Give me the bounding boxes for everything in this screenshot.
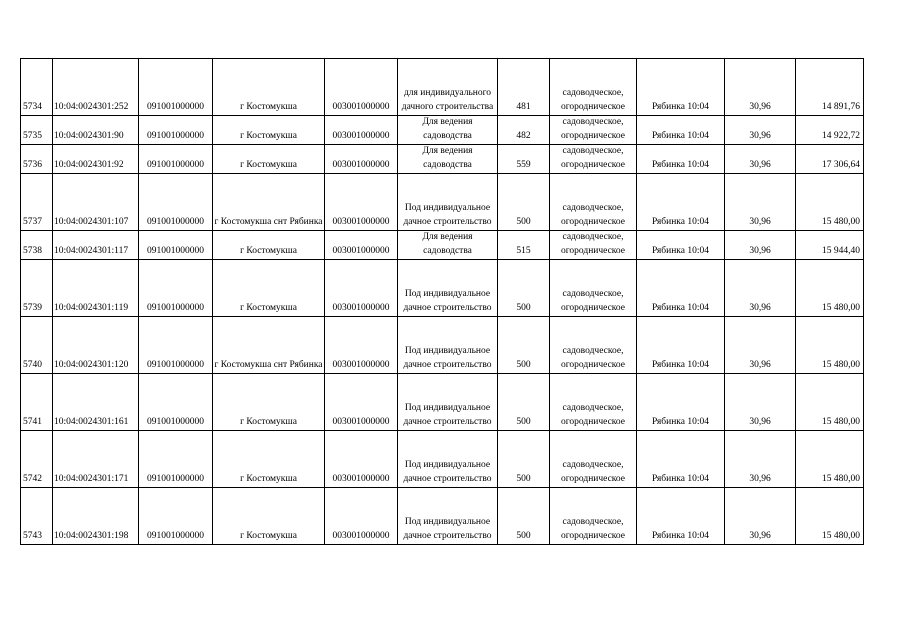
okato-code-cell: 003001000000 (325, 317, 398, 374)
area-value-cell: 515 (498, 231, 550, 260)
permitted-use-cell: Под индивидуальное дачное строительство (398, 488, 498, 545)
table-row (21, 431, 864, 488)
table-row (21, 231, 864, 260)
area-value-cell: 500 (498, 317, 550, 374)
okato-code-cell: 003001000000 (325, 59, 398, 116)
okato-code-cell: 003001000000 (325, 231, 398, 260)
row-number-cell: 5734 (21, 59, 53, 116)
cadastral-number-cell: 10:04:0024301:92 (53, 145, 139, 174)
area-value-cell: 500 (498, 374, 550, 431)
cadastral-cost-cell: 15 944,40 (796, 231, 864, 260)
specific-value-cell: 30,96 (725, 431, 796, 488)
locality-cell: г Костомукша (213, 431, 325, 488)
permitted-use-cell: Для ведения садоводства (398, 231, 498, 260)
cadastral-number-cell: 10:04:0024301:161 (53, 374, 139, 431)
row-number-cell: 5740 (21, 317, 53, 374)
valuation-zone-cell: Рябинка 10:04 (637, 317, 725, 374)
use-kind-cell: садоводческое, огородническое (550, 317, 637, 374)
use-kind-cell: садоводческое, огородническое (550, 145, 637, 174)
cadastral-cost-cell: 15 480,00 (796, 260, 864, 317)
cadastral-cost-cell: 15 480,00 (796, 317, 864, 374)
okato-code-cell: 003001000000 (325, 145, 398, 174)
area-value-cell: 559 (498, 145, 550, 174)
permitted-use-cell: Под индивидуальное дачное строительство (398, 260, 498, 317)
specific-value-cell: 30,96 (725, 145, 796, 174)
area-value-cell: 482 (498, 116, 550, 145)
okato-code-cell: 003001000000 (325, 488, 398, 545)
oktmo-code-cell: 091001000000 (139, 317, 213, 374)
table-row (21, 488, 864, 545)
cadastral-number-cell: 10:04:0024301:107 (53, 174, 139, 231)
valuation-zone-cell: Рябинка 10:04 (637, 260, 725, 317)
okato-code-cell: 003001000000 (325, 260, 398, 317)
valuation-zone-cell: Рябинка 10:04 (637, 488, 725, 545)
cadastral-number-cell: 10:04:0024301:198 (53, 488, 139, 545)
use-kind-cell: садоводческое, огородническое (550, 488, 637, 545)
cadastral-number-cell: 10:04:0024301:171 (53, 431, 139, 488)
land-cadastral-table (20, 58, 864, 545)
row-number-cell: 5743 (21, 488, 53, 545)
locality-cell: г Костомукша (213, 231, 325, 260)
okato-code-cell: 003001000000 (325, 116, 398, 145)
specific-value-cell: 30,96 (725, 260, 796, 317)
area-value-cell: 500 (498, 431, 550, 488)
use-kind-cell: садоводческое, огородническое (550, 374, 637, 431)
oktmo-code-cell: 091001000000 (139, 231, 213, 260)
specific-value-cell: 30,96 (725, 488, 796, 545)
valuation-zone-cell: Рябинка 10:04 (637, 174, 725, 231)
specific-value-cell: 30,96 (725, 116, 796, 145)
use-kind-cell: садоводческое, огородническое (550, 231, 637, 260)
cadastral-number-cell: 10:04:0024301:119 (53, 260, 139, 317)
oktmo-code-cell: 091001000000 (139, 59, 213, 116)
row-number-cell: 5738 (21, 231, 53, 260)
table-row (21, 59, 864, 116)
oktmo-code-cell: 091001000000 (139, 116, 213, 145)
valuation-zone-cell: Рябинка 10:04 (637, 59, 725, 116)
locality-cell: г Костомукша снт Рябинка (213, 174, 325, 231)
use-kind-cell: садоводческое, огородническое (550, 174, 637, 231)
row-number-cell: 5739 (21, 260, 53, 317)
cadastral-cost-cell: 17 306,64 (796, 145, 864, 174)
oktmo-code-cell: 091001000000 (139, 145, 213, 174)
row-number-cell: 5742 (21, 431, 53, 488)
specific-value-cell: 30,96 (725, 174, 796, 231)
okato-code-cell: 003001000000 (325, 431, 398, 488)
specific-value-cell: 30,96 (725, 59, 796, 116)
row-number-cell: 5736 (21, 145, 53, 174)
cadastral-cost-cell: 15 480,00 (796, 431, 864, 488)
table-row (21, 116, 864, 145)
cadastral-cost-cell: 14 891,76 (796, 59, 864, 116)
okato-code-cell: 003001000000 (325, 174, 398, 231)
specific-value-cell: 30,96 (725, 231, 796, 260)
locality-cell: г Костомукша (213, 488, 325, 545)
area-value-cell: 481 (498, 59, 550, 116)
use-kind-cell: садоводческое, огородническое (550, 431, 637, 488)
specific-value-cell: 30,96 (725, 317, 796, 374)
locality-cell: г Костомукша (213, 145, 325, 174)
table-row (21, 174, 864, 231)
cadastral-number-cell: 10:04:0024301:252 (53, 59, 139, 116)
valuation-zone-cell: Рябинка 10:04 (637, 431, 725, 488)
area-value-cell: 500 (498, 488, 550, 545)
cadastral-number-cell: 10:04:0024301:117 (53, 231, 139, 260)
locality-cell: г Костомукша (213, 59, 325, 116)
locality-cell: г Костомукша (213, 116, 325, 145)
permitted-use-cell: Для ведения садоводства (398, 116, 498, 145)
cadastral-cost-cell: 15 480,00 (796, 488, 864, 545)
use-kind-cell: садоводческое, огородническое (550, 260, 637, 317)
table-row (21, 374, 864, 431)
oktmo-code-cell: 091001000000 (139, 488, 213, 545)
locality-cell: г Костомукша (213, 260, 325, 317)
area-value-cell: 500 (498, 260, 550, 317)
locality-cell: г Костомукша снт Рябинка (213, 317, 325, 374)
permitted-use-cell: Под индивидуальное дачное строительство (398, 374, 498, 431)
cadastral-cost-cell: 14 922,72 (796, 116, 864, 145)
valuation-zone-cell: Рябинка 10:04 (637, 231, 725, 260)
permitted-use-cell: Под индивидуальное дачное строительство (398, 174, 498, 231)
oktmo-code-cell: 091001000000 (139, 174, 213, 231)
row-number-cell: 5735 (21, 116, 53, 145)
oktmo-code-cell: 091001000000 (139, 431, 213, 488)
row-number-cell: 5737 (21, 174, 53, 231)
okato-code-cell: 003001000000 (325, 374, 398, 431)
permitted-use-cell: Для ведения садоводства (398, 145, 498, 174)
permitted-use-cell: для индивидуального дачного строительства (398, 59, 498, 116)
table-row (21, 260, 864, 317)
locality-cell: г Костомукша (213, 374, 325, 431)
cadastral-cost-cell: 15 480,00 (796, 374, 864, 431)
valuation-zone-cell: Рябинка 10:04 (637, 116, 725, 145)
valuation-zone-cell: Рябинка 10:04 (637, 145, 725, 174)
permitted-use-cell: Под индивидуальное дачное строительство (398, 317, 498, 374)
valuation-zone-cell: Рябинка 10:04 (637, 374, 725, 431)
table-row (21, 317, 864, 374)
cadastral-number-cell: 10:04:0024301:120 (53, 317, 139, 374)
use-kind-cell: садоводческое, огородническое (550, 116, 637, 145)
table-row (21, 145, 864, 174)
row-number-cell: 5741 (21, 374, 53, 431)
oktmo-code-cell: 091001000000 (139, 260, 213, 317)
specific-value-cell: 30,96 (725, 374, 796, 431)
area-value-cell: 500 (498, 174, 550, 231)
cadastral-number-cell: 10:04:0024301:90 (53, 116, 139, 145)
permitted-use-cell: Под индивидуальное дачное строительство (398, 431, 498, 488)
oktmo-code-cell: 091001000000 (139, 374, 213, 431)
cadastral-cost-cell: 15 480,00 (796, 174, 864, 231)
use-kind-cell: садоводческое, огородническое (550, 59, 637, 116)
